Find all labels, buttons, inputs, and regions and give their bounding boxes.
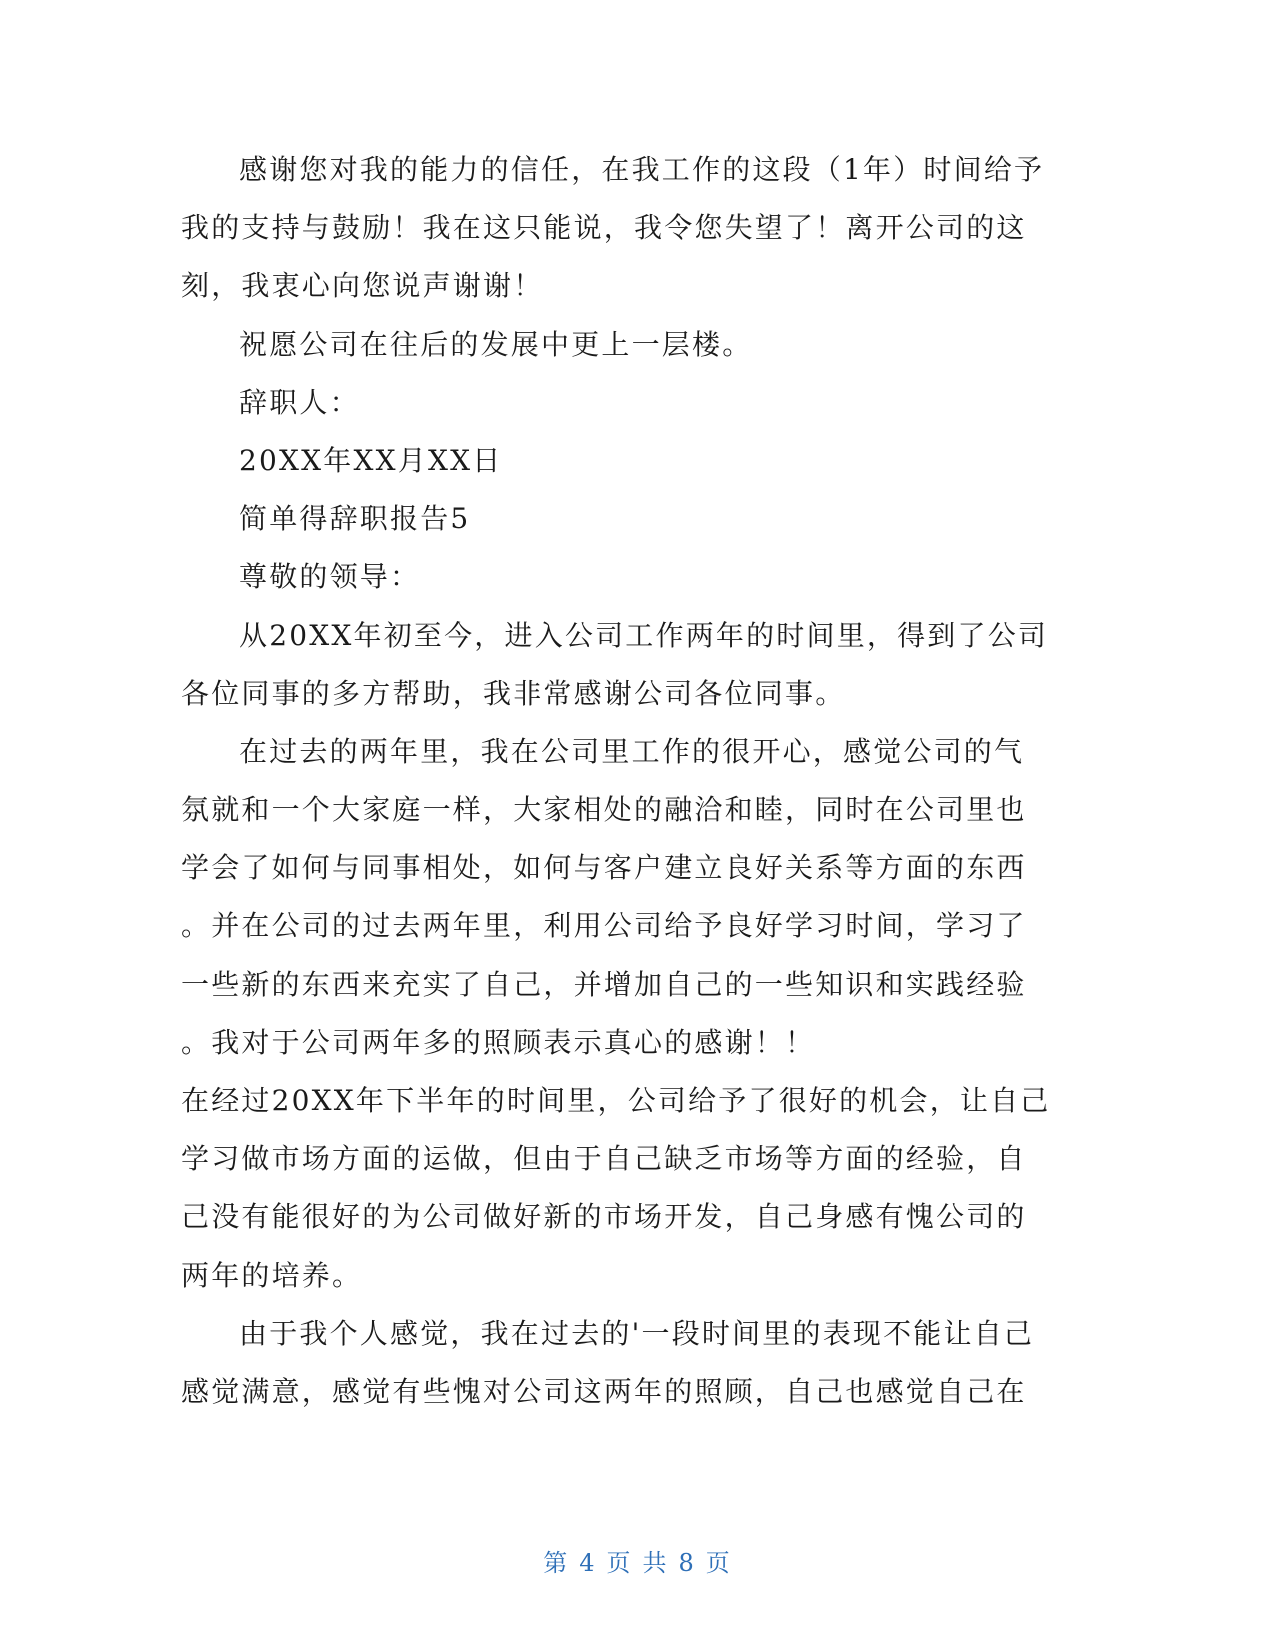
text-line: 刻，我衷心向您说声谢谢！: [181, 269, 544, 303]
text-line: 从20XX年初至今，进入公司工作两年的时间里，得到了公司: [239, 618, 1049, 652]
text-line: 己没有能很好的为公司做好新的市场开发，自己身感有愧公司的: [181, 1200, 1027, 1234]
page-footer: [0, 1543, 1275, 1578]
text-line: 在过去的两年里，我在公司里工作的很开心，感觉公司的气: [239, 734, 1025, 768]
text-line: 简单得辞职报告5: [239, 502, 471, 536]
text-line: 各位同事的多方帮助，我非常感谢公司各位同事。: [181, 676, 846, 710]
footer-total-pages: 8: [678, 1549, 696, 1577]
text-line: 。并在公司的过去两年里，利用公司给予良好学习时间，学习了: [181, 909, 1027, 943]
text-line: 辞职人：: [239, 385, 360, 419]
text-line: 在经过20XX年下半年的时间里，公司给予了很好的机会，让自己: [181, 1084, 1051, 1117]
text-line: 学习做市场方面的运做，但由于自己缺乏市场等方面的经验，自: [181, 1142, 1027, 1176]
footer-page-word: 页: [606, 1549, 633, 1577]
text-line: 我的支持与鼓励！我在这只能说，我令您失望了！离开公司的这: [181, 211, 1027, 245]
footer-current-page: 4: [579, 1549, 597, 1577]
text-line: 20XX年XX月XX日: [239, 443, 503, 477]
text-line: 一些新的东西来充实了自己，并增加自己的一些知识和实践经验: [181, 967, 1027, 1001]
text-line: 学会了如何与同事相处，如何与客户建立良好关系等方面的东西: [181, 851, 1027, 885]
text-line: 祝愿公司在往后的发展中更上一层楼。: [239, 327, 753, 361]
text-line: 两年的培养。: [181, 1258, 363, 1292]
text-line: 。我对于公司两年多的照顾表示真心的感谢！！: [181, 1025, 816, 1059]
footer-total-prefix: 共: [642, 1549, 669, 1577]
footer-page-word-2: 页: [705, 1549, 732, 1577]
text-line: 由于我个人感觉，我在过去的'一段时间里的表现不能让自己: [239, 1316, 1035, 1350]
text-line: 尊敬的领导：: [239, 560, 421, 594]
footer-prefix: 第: [543, 1549, 570, 1577]
text-line: 氛就和一个大家庭一样，大家相处的融洽和睦，同时在公司里也: [181, 793, 1027, 827]
document-body: [181, 141, 1061, 1421]
text-line: 感觉满意，感觉有些愧对公司这两年的照顾，自己也感觉自己在: [181, 1374, 1027, 1408]
text-line: 感谢您对我的能力的信任，在我工作的这段（1年）时间给予: [239, 153, 1045, 186]
